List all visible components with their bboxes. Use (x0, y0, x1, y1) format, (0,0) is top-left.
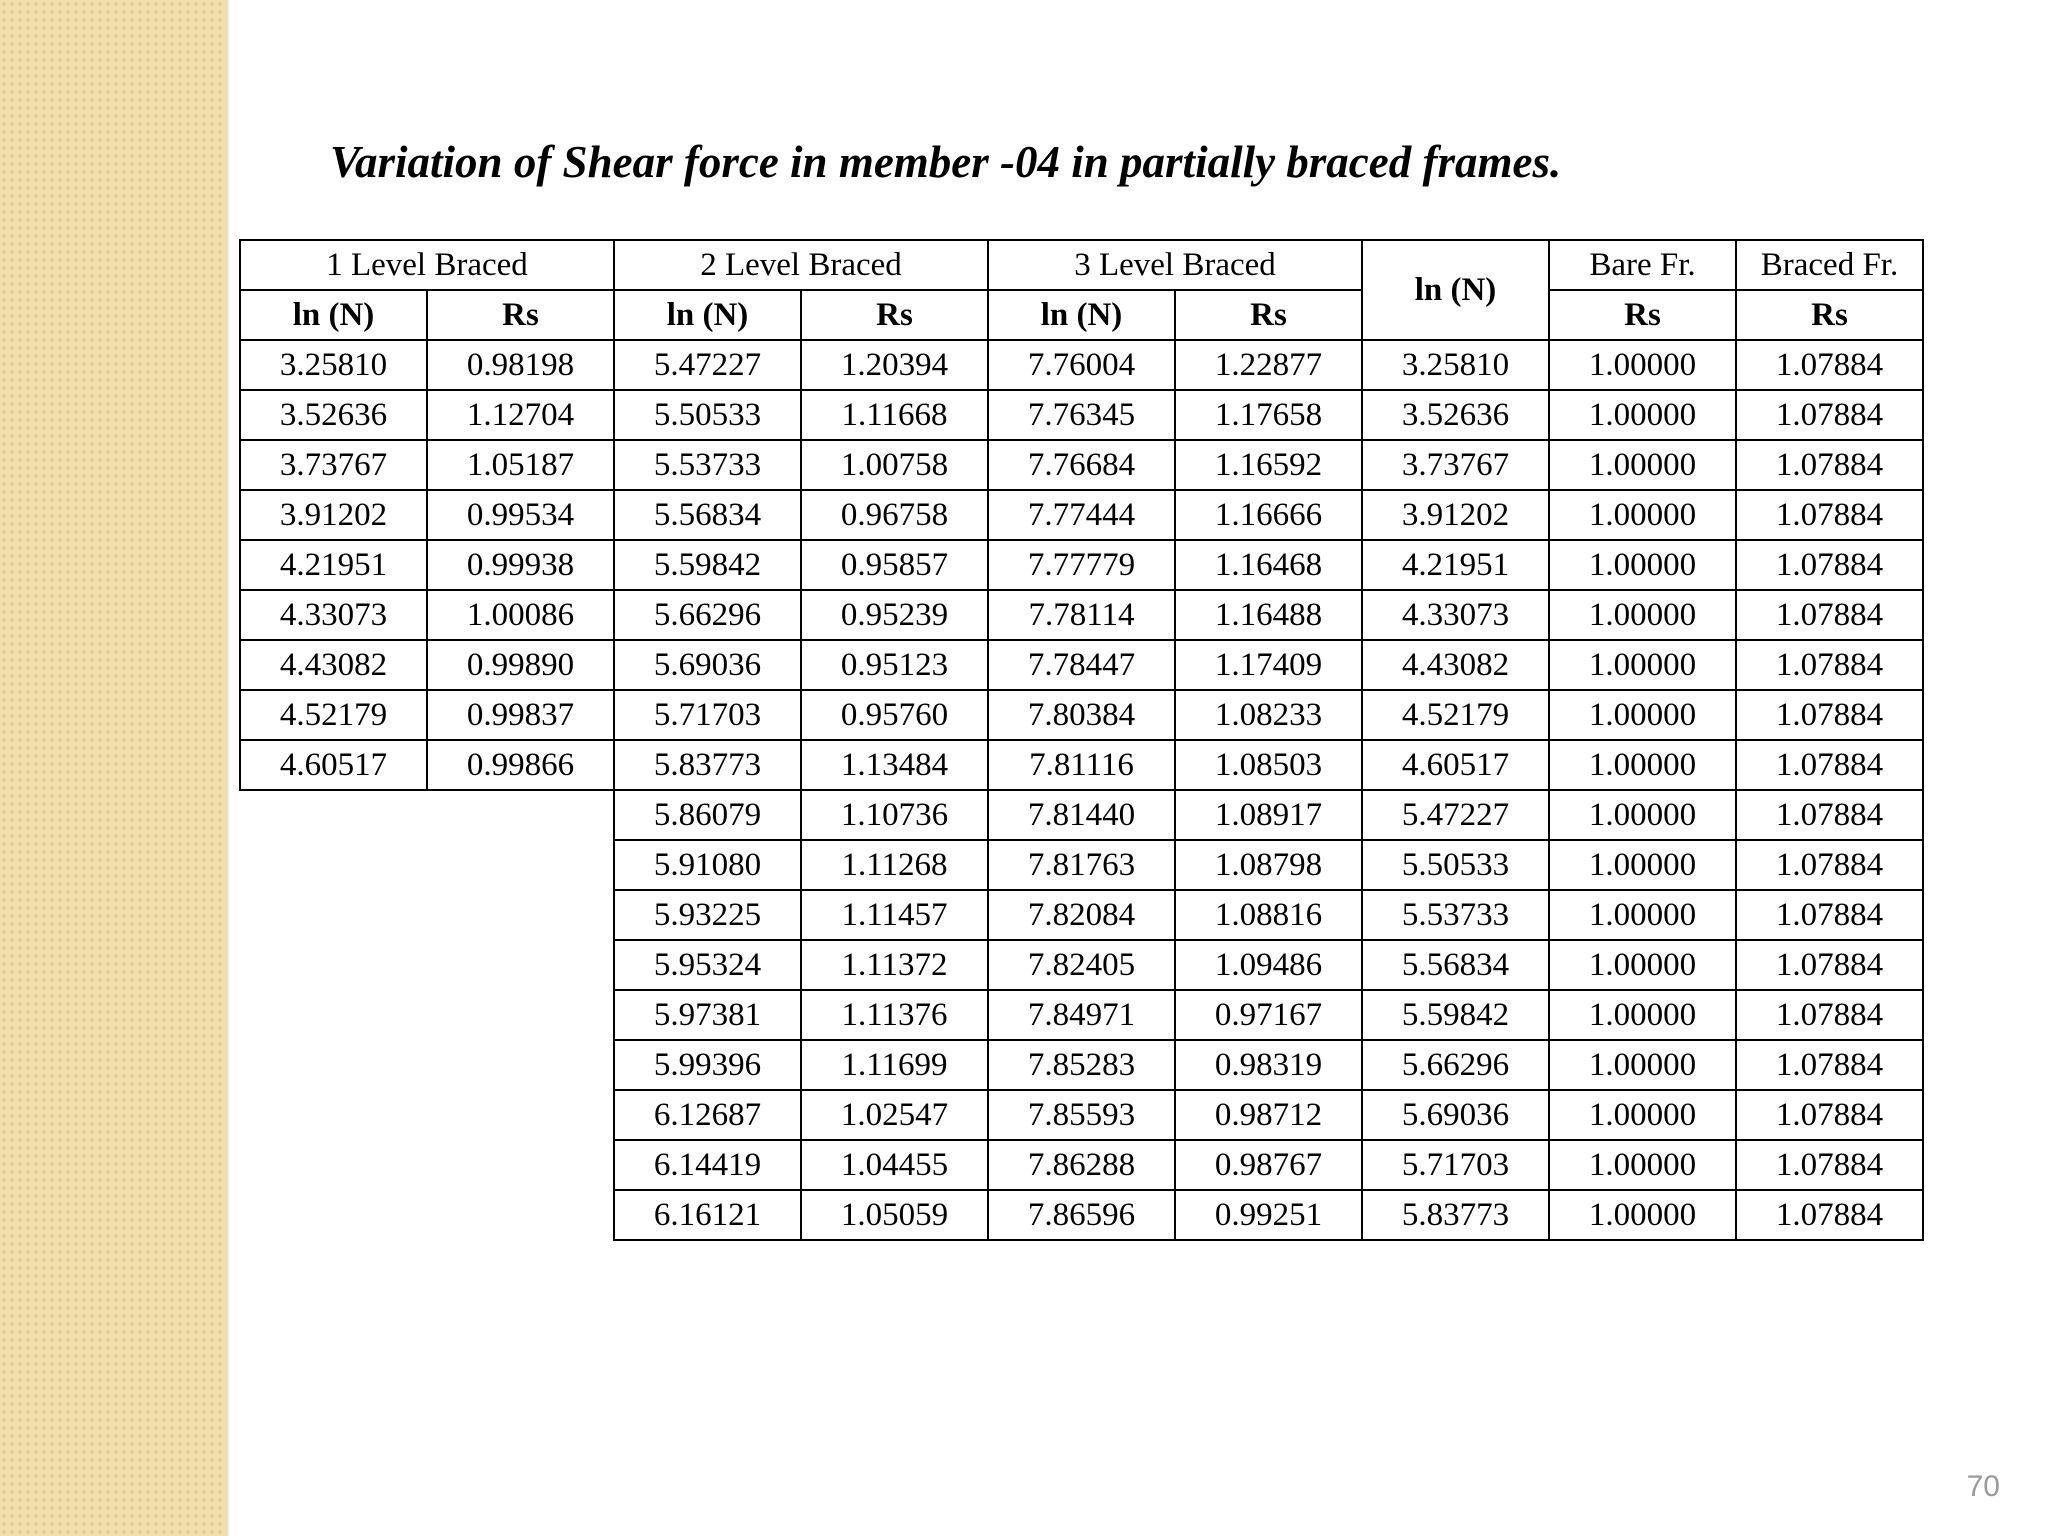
table-cell: 0.95857 (801, 540, 988, 590)
table-cell: 1.11457 (801, 890, 988, 940)
table-cell (427, 840, 614, 890)
table-cell: 5.53733 (614, 440, 801, 490)
table-row (240, 640, 1923, 690)
table-row (240, 1090, 1923, 1140)
table-cell: 1.00000 (1549, 740, 1736, 790)
table-cell: 1.00000 (1549, 890, 1736, 940)
table-cell: 7.78447 (988, 640, 1175, 690)
table-cell: 1.08917 (1175, 790, 1362, 840)
table-row (240, 790, 1923, 840)
table-cell: 1.00000 (1549, 990, 1736, 1040)
table-cell: 5.97381 (614, 990, 801, 1040)
subheader-3-ln-n: ln (N) (988, 290, 1175, 340)
table-row (240, 490, 1923, 540)
table-cell: 1.12704 (427, 390, 614, 440)
table-cell: 5.95324 (614, 940, 801, 990)
table-cell: 7.82084 (988, 890, 1175, 940)
table-cell: 1.05187 (427, 440, 614, 490)
table-cell: 7.85283 (988, 1040, 1175, 1090)
table-cell: 0.96758 (801, 490, 988, 540)
table-cell (240, 1090, 427, 1140)
table-cell: 0.98767 (1175, 1140, 1362, 1190)
table-cell (427, 890, 614, 940)
table-cell (240, 1140, 427, 1190)
table-cell: 6.16121 (614, 1190, 801, 1240)
table-cell (240, 1040, 427, 1090)
side-strip-edge (226, 0, 230, 1536)
table-cell: 1.07884 (1736, 1090, 1923, 1140)
table-cell: 1.07884 (1736, 390, 1923, 440)
table-cell (240, 840, 427, 890)
table-cell: 1.16666 (1175, 490, 1362, 540)
table-cell: 7.81763 (988, 840, 1175, 890)
table-row (240, 690, 1923, 740)
table-cell: 1.11699 (801, 1040, 988, 1090)
subheader-2-rs: Rs (801, 290, 988, 340)
table-cell: 7.76684 (988, 440, 1175, 490)
table-row (240, 1140, 1923, 1190)
table-cell: 1.08233 (1175, 690, 1362, 740)
table-cell: 1.07884 (1736, 1190, 1923, 1240)
table-cell: 1.00758 (801, 440, 988, 490)
table-cell: 3.91202 (1362, 490, 1549, 540)
table-cell: 0.95760 (801, 690, 988, 740)
table-cell: 1.07884 (1736, 790, 1923, 840)
table-cell: 0.99866 (427, 740, 614, 790)
table-cell: 4.52179 (1362, 690, 1549, 740)
table-row (240, 540, 1923, 590)
table-cell: 1.00000 (1549, 490, 1736, 540)
table-cell (427, 940, 614, 990)
table-cell: 1.00000 (1549, 940, 1736, 990)
table-row (240, 940, 1923, 990)
table-cell: 4.60517 (240, 740, 427, 790)
table-row (240, 990, 1923, 1040)
table-cell (240, 890, 427, 940)
table-cell: 7.78114 (988, 590, 1175, 640)
table-body (240, 340, 1923, 1240)
table-cell: 1.08503 (1175, 740, 1362, 790)
table-row (240, 440, 1923, 490)
table-cell: 1.00086 (427, 590, 614, 640)
table-cell: 1.00000 (1549, 440, 1736, 490)
table-cell: 7.82405 (988, 940, 1175, 990)
table-cell (240, 1190, 427, 1240)
table-cell: 1.00000 (1549, 390, 1736, 440)
table-cell: 1.07884 (1736, 340, 1923, 390)
table-cell: 1.07884 (1736, 740, 1923, 790)
table-cell: 1.00000 (1549, 340, 1736, 390)
table-cell: 5.53733 (1362, 890, 1549, 940)
table-cell: 7.86596 (988, 1190, 1175, 1240)
table-cell: 1.16488 (1175, 590, 1362, 640)
table-cell: 1.09486 (1175, 940, 1362, 990)
table-cell (240, 940, 427, 990)
subheader-braced-rs: Rs (1736, 290, 1923, 340)
subheader-bare-rs: Rs (1549, 290, 1736, 340)
table-cell (427, 990, 614, 1040)
table-cell: 4.33073 (1362, 590, 1549, 640)
subheader-3-rs: Rs (1175, 290, 1362, 340)
table-cell (427, 1090, 614, 1140)
table-cell: 1.20394 (801, 340, 988, 390)
table-cell: 4.21951 (240, 540, 427, 590)
table-cell: 5.59842 (1362, 990, 1549, 1040)
table-cell: 0.98198 (427, 340, 614, 390)
table-cell: 5.66296 (614, 590, 801, 640)
table-cell: 1.13484 (801, 740, 988, 790)
table-cell: 1.07884 (1736, 1140, 1923, 1190)
table-cell (427, 790, 614, 840)
table-cell: 5.93225 (614, 890, 801, 940)
table-cell: 1.07884 (1736, 540, 1923, 590)
header-3-level-braced: 3 Level Braced (988, 240, 1362, 290)
table-cell: 7.80384 (988, 690, 1175, 740)
table-cell: 1.08816 (1175, 890, 1362, 940)
table-cell: 1.00000 (1549, 840, 1736, 890)
table-row (240, 740, 1923, 790)
table-cell: 0.99837 (427, 690, 614, 740)
table-cell: 6.12687 (614, 1090, 801, 1140)
table-cell: 1.07884 (1736, 590, 1923, 640)
table-cell: 1.07884 (1736, 640, 1923, 690)
table-cell: 0.95123 (801, 640, 988, 690)
table-cell: 5.50533 (614, 390, 801, 440)
table-cell: 1.17658 (1175, 390, 1362, 440)
table-cell: 3.73767 (1362, 440, 1549, 490)
table-cell: 1.00000 (1549, 1140, 1736, 1190)
table-cell: 0.98319 (1175, 1040, 1362, 1090)
table-cell: 3.52636 (1362, 390, 1549, 440)
table-cell: 1.07884 (1736, 440, 1923, 490)
table-cell: 5.71703 (1362, 1140, 1549, 1190)
table-row (240, 1040, 1923, 1090)
shear-force-table (239, 239, 1924, 1241)
table-cell: 5.86079 (614, 790, 801, 840)
table-cell: 1.00000 (1549, 1190, 1736, 1240)
table-cell: 7.77779 (988, 540, 1175, 590)
table-cell: 1.22877 (1175, 340, 1362, 390)
table-cell: 5.69036 (614, 640, 801, 690)
subheader-1-ln-n: ln (N) (240, 290, 427, 340)
header-2-level-braced: 2 Level Braced (614, 240, 988, 290)
group-header-row (240, 240, 1923, 290)
table-cell: 4.21951 (1362, 540, 1549, 590)
table-cell: 3.25810 (1362, 340, 1549, 390)
table-cell: 3.73767 (240, 440, 427, 490)
table-cell: 1.00000 (1549, 640, 1736, 690)
table-cell (427, 1140, 614, 1190)
table-cell: 5.66296 (1362, 1040, 1549, 1090)
sub-header-row (240, 290, 1923, 340)
header-1-level-braced: 1 Level Braced (240, 240, 614, 290)
table-cell: 3.91202 (240, 490, 427, 540)
header-bare-frame: Bare Fr. (1549, 240, 1736, 290)
table-cell: 1.00000 (1549, 1090, 1736, 1140)
table-cell: 5.99396 (614, 1040, 801, 1090)
table-cell: 7.76345 (988, 390, 1175, 440)
table-cell (240, 790, 427, 840)
table-cell: 1.00000 (1549, 690, 1736, 740)
table-cell: 4.33073 (240, 590, 427, 640)
decorative-side-strip (0, 0, 226, 1536)
table-cell: 5.50533 (1362, 840, 1549, 890)
header-ln-n: ln (N) (1362, 240, 1549, 340)
table-cell: 1.07884 (1736, 940, 1923, 990)
table-cell: 1.11668 (801, 390, 988, 440)
table-cell: 1.07884 (1736, 990, 1923, 1040)
table-cell: 1.11372 (801, 940, 988, 990)
table-cell: 0.95239 (801, 590, 988, 640)
header-braced-frame: Braced Fr. (1736, 240, 1923, 290)
subheader-2-ln-n: ln (N) (614, 290, 801, 340)
slide-title: Variation of Shear force in member -04 in partially braced frames. (330, 137, 1562, 187)
table-cell: 3.52636 (240, 390, 427, 440)
table-cell: 5.91080 (614, 840, 801, 890)
table-cell: 4.43082 (1362, 640, 1549, 690)
table-cell: 5.69036 (1362, 1090, 1549, 1140)
table-cell: 1.07884 (1736, 690, 1923, 740)
table-cell: 1.11268 (801, 840, 988, 890)
table-cell: 1.16592 (1175, 440, 1362, 490)
table-row (240, 1190, 1923, 1240)
table-cell: 7.77444 (988, 490, 1175, 540)
table-cell: 0.99534 (427, 490, 614, 540)
table-cell: 1.11376 (801, 990, 988, 1040)
table-cell: 1.02547 (801, 1090, 988, 1140)
table-cell: 1.07884 (1736, 890, 1923, 940)
table-cell: 4.60517 (1362, 740, 1549, 790)
table-cell: 3.25810 (240, 340, 427, 390)
table-cell: 5.59842 (614, 540, 801, 590)
table-cell: 1.07884 (1736, 1040, 1923, 1090)
table-cell: 7.84971 (988, 990, 1175, 1040)
table-cell: 7.86288 (988, 1140, 1175, 1190)
table-row (240, 340, 1923, 390)
table-cell: 7.85593 (988, 1090, 1175, 1140)
table-row (240, 840, 1923, 890)
table-cell (427, 1190, 614, 1240)
table-cell: 5.83773 (614, 740, 801, 790)
table-cell: 1.08798 (1175, 840, 1362, 890)
table-cell: 5.47227 (614, 340, 801, 390)
table-cell (427, 1040, 614, 1090)
table-cell: 1.05059 (801, 1190, 988, 1240)
table-cell: 0.99938 (427, 540, 614, 590)
table-cell: 5.83773 (1362, 1190, 1549, 1240)
table-cell: 7.81116 (988, 740, 1175, 790)
table-row (240, 590, 1923, 640)
table-cell: 5.56834 (614, 490, 801, 540)
table-cell: 0.98712 (1175, 1090, 1362, 1140)
table-row (240, 390, 1923, 440)
table-cell: 7.76004 (988, 340, 1175, 390)
table-cell: 0.99251 (1175, 1190, 1362, 1240)
table-cell: 4.52179 (240, 690, 427, 740)
table-cell: 5.56834 (1362, 940, 1549, 990)
table-cell (240, 990, 427, 1040)
table-cell: 0.97167 (1175, 990, 1362, 1040)
table-row (240, 890, 1923, 940)
table-cell: 1.17409 (1175, 640, 1362, 690)
table-cell: 6.14419 (614, 1140, 801, 1190)
table-cell: 1.04455 (801, 1140, 988, 1190)
table-cell: 1.07884 (1736, 840, 1923, 890)
table-cell: 1.16468 (1175, 540, 1362, 590)
table-cell: 1.10736 (801, 790, 988, 840)
table-cell: 0.99890 (427, 640, 614, 690)
page-number: 70 (1966, 1470, 2000, 1503)
table-cell: 1.07884 (1736, 490, 1923, 540)
subheader-1-rs: Rs (427, 290, 614, 340)
table-cell: 4.43082 (240, 640, 427, 690)
table-cell: 5.47227 (1362, 790, 1549, 840)
table-cell: 1.00000 (1549, 1040, 1736, 1090)
table-cell: 1.00000 (1549, 540, 1736, 590)
table-cell: 7.81440 (988, 790, 1175, 840)
table-cell: 1.00000 (1549, 590, 1736, 640)
table-cell: 1.00000 (1549, 790, 1736, 840)
table-cell: 5.71703 (614, 690, 801, 740)
